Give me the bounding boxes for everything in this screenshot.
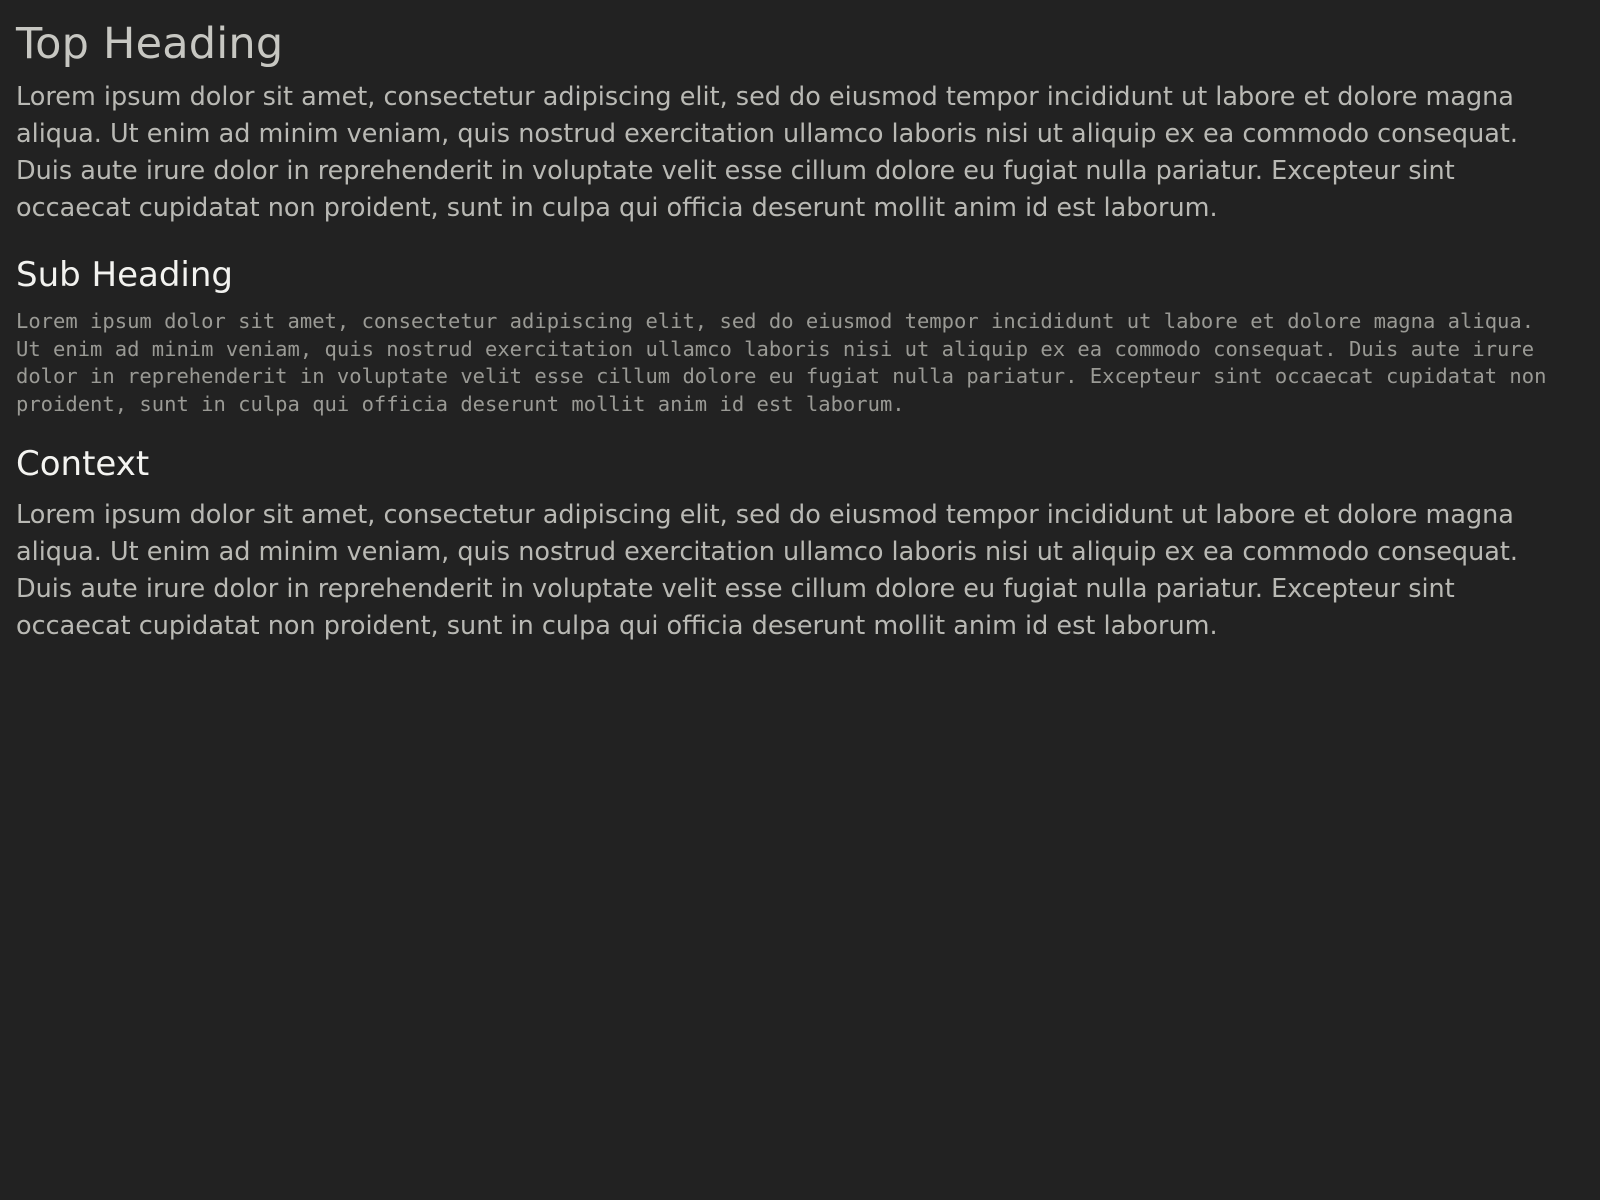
intro-paragraph: Lorem ipsum dolor sit amet, consectetur adipiscing elit, sed do eiusmod tempor incididunt ut labore et dolore magna aliqua. Ut enim ad minim veniam, quis nostrud exercitation ullamco laboris nisi ut aliquip ex ea commodo consequat. Duis aute irure dolor in reprehenderit in voluptate velit esse cillum dolore eu fugiat nulla pariatur. Excepteur sint occaecat cupidatat non proident, sunt in culpa qui officia deserunt mollit anim id est laborum. — [16, 82, 1518, 224]
monospace-paragraph: Lorem ipsum dolor sit amet, consectetur adipiscing elit, sed do eiusmod tempor incididunt ut labore et dolore magna aliqua. Ut enim ad minim veniam, quis nostrud exercitation ullamco laboris nisi ut aliquip ex ea commodo consequat. Duis aute irure dolor in reprehenderit in voluptate velit esse cillum dolore eu fugiat nulla pariatur. Excepteur sint occaecat cupidatat non proident, sunt in culpa qui officia deserunt mollit anim id est laborum. — [16, 309, 1559, 416]
bottom-spacer — [16, 663, 1584, 683]
page-title: Top Heading — [16, 19, 284, 69]
context-paragraph: Lorem ipsum dolor sit amet, consectetur adipiscing elit, sed do eiusmod tempor incididunt ut labore et dolore magna aliqua. Ut enim ad minim veniam, quis nostrud exercitation ullamco laboris nisi ut aliquip ex ea commodo consequat. Duis aute irure dolor in reprehenderit in voluptate velit esse cillum dolore eu fugiat nulla pariatur. Excepteur sint occaecat cupidatat non proident, sunt in culpa qui officia deserunt mollit anim id est laborum. — [16, 500, 1518, 642]
sub-heading: Sub Heading — [16, 255, 233, 296]
context-heading: Context — [16, 444, 150, 485]
